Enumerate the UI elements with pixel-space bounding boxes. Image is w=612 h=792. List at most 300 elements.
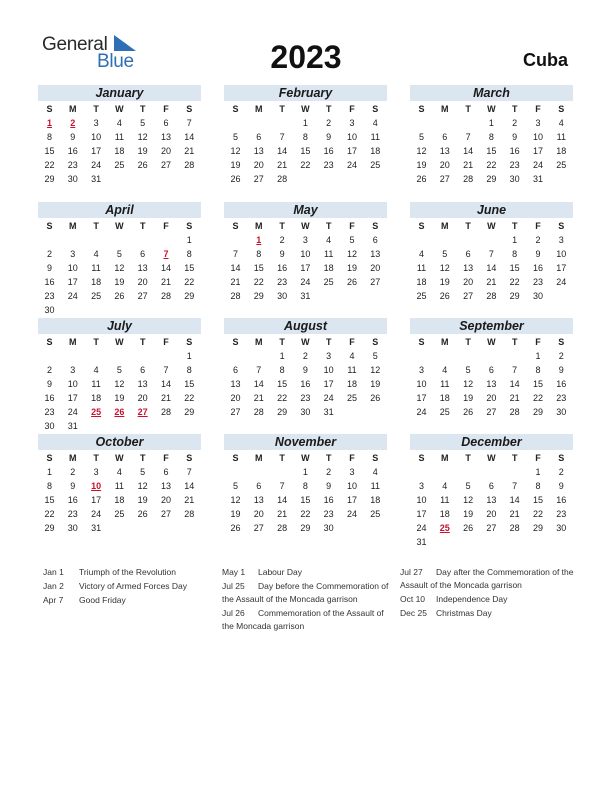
weekday-header: M bbox=[255, 453, 263, 463]
calendar-day: 8 bbox=[186, 365, 192, 375]
holiday-column bbox=[43, 566, 213, 608]
calendar-day: 11 bbox=[440, 495, 450, 505]
calendar-day: 18 bbox=[439, 509, 450, 519]
calendar-day: 15 bbox=[44, 495, 55, 505]
holiday-item bbox=[222, 566, 394, 579]
calendar-day: 17 bbox=[416, 509, 427, 519]
calendar-day: 6 bbox=[256, 132, 262, 142]
calendar-day: 1 bbox=[186, 351, 192, 361]
calendar-day: 27 bbox=[253, 174, 264, 184]
calendar-day: 29 bbox=[486, 174, 497, 184]
calendar-day: 6 bbox=[442, 132, 448, 142]
month-title: April bbox=[38, 202, 201, 218]
calendar-day: 3 bbox=[558, 235, 564, 245]
holiday-name: Labour Day bbox=[258, 567, 302, 577]
calendar-day: 11 bbox=[556, 132, 566, 142]
calendar-day: 18 bbox=[323, 263, 334, 273]
calendar-day: 5 bbox=[465, 365, 471, 375]
calendar-day: 22 bbox=[509, 277, 520, 287]
month-march bbox=[410, 85, 573, 184]
calendar-day: 21 bbox=[184, 495, 195, 505]
calendar-day: 1 bbox=[302, 467, 308, 477]
calendar-day: 8 bbox=[512, 249, 518, 259]
weekday-header: S bbox=[418, 453, 425, 463]
calendar-day: 26 bbox=[346, 277, 357, 287]
weekday-header: T bbox=[325, 453, 332, 463]
calendar-day: 27 bbox=[439, 174, 450, 184]
calendar-day: 28 bbox=[184, 160, 195, 170]
month-title: March bbox=[410, 85, 573, 101]
calendar-day: 4 bbox=[93, 365, 99, 375]
calendar-day: 18 bbox=[556, 146, 567, 156]
calendar-day: 6 bbox=[163, 118, 169, 128]
calendar-day: 8 bbox=[535, 365, 541, 375]
weekday-header: S bbox=[418, 221, 425, 231]
weekday-header: T bbox=[511, 104, 518, 114]
calendar-day: 2 bbox=[535, 235, 541, 245]
calendar-day: 11 bbox=[114, 481, 125, 491]
calendar-day: 22 bbox=[300, 160, 311, 170]
holiday-name: Victory of Armed Forces Day bbox=[79, 581, 188, 591]
weekday-header: T bbox=[93, 337, 99, 347]
calendar-day: 2 bbox=[46, 249, 52, 259]
calendar-day: 23 bbox=[532, 277, 543, 287]
calendar-day: 18 bbox=[439, 393, 450, 403]
calendar-day: 31 bbox=[300, 291, 311, 301]
calendar-day: 10 bbox=[532, 132, 543, 142]
calendar-day: 11 bbox=[440, 379, 450, 389]
month-title: May bbox=[224, 202, 387, 218]
calendar-day: 28 bbox=[509, 407, 520, 417]
weekday-header: W bbox=[301, 104, 310, 114]
calendar-day: 6 bbox=[232, 365, 238, 375]
calendar-day: 22 bbox=[277, 393, 288, 403]
weekday-header: S bbox=[418, 337, 425, 347]
calendar-day: 4 bbox=[372, 118, 378, 128]
calendar-day: 20 bbox=[137, 393, 148, 403]
calendar-day: 30 bbox=[509, 174, 520, 184]
calendar-day: 14 bbox=[463, 146, 474, 156]
calendar-day: 14 bbox=[184, 481, 195, 491]
calendar-day: 19 bbox=[114, 393, 125, 403]
calendar-day: 9 bbox=[46, 263, 52, 273]
weekday-header: S bbox=[372, 453, 379, 463]
calendar-day: 24 bbox=[416, 407, 427, 417]
weekday-header: T bbox=[279, 104, 285, 114]
calendar-day: 31 bbox=[416, 537, 427, 547]
calendar-day: 5 bbox=[465, 481, 471, 491]
calendar-day: 30 bbox=[44, 305, 55, 315]
calendar-day: 27 bbox=[137, 291, 148, 301]
calendar-day: 9 bbox=[46, 379, 52, 389]
calendar-day: 12 bbox=[416, 146, 427, 156]
calendar-day: 12 bbox=[439, 263, 450, 273]
calendar-day: 2 bbox=[326, 118, 332, 128]
calendar-day: 20 bbox=[160, 495, 171, 505]
calendar-day: 10 bbox=[346, 481, 357, 491]
calendar-day: 30 bbox=[67, 174, 78, 184]
calendar-day: 21 bbox=[509, 509, 520, 519]
calendar-day: 23 bbox=[67, 160, 78, 170]
weekday-header: M bbox=[69, 337, 77, 347]
calendar-day: 4 bbox=[349, 351, 355, 361]
calendar-day: 2 bbox=[558, 467, 564, 477]
calendar-day: 18 bbox=[91, 277, 102, 287]
calendar-day: 29 bbox=[532, 407, 543, 417]
weekday-header: T bbox=[139, 104, 146, 114]
calendar-day: 25 bbox=[416, 291, 427, 301]
holiday-day: 7 bbox=[163, 249, 169, 259]
month-title: November bbox=[224, 434, 387, 450]
holiday-day: 25 bbox=[439, 523, 450, 533]
calendar-day: 24 bbox=[532, 160, 543, 170]
calendar-day: 8 bbox=[46, 132, 52, 142]
holiday-name: Commemoration of the Assault of the Moncada garrison bbox=[222, 608, 384, 631]
calendar-day: 29 bbox=[253, 291, 264, 301]
calendar-day: 30 bbox=[556, 407, 567, 417]
calendar-day: 14 bbox=[277, 495, 288, 505]
calendar-day: 13 bbox=[370, 249, 381, 259]
weekday-header: S bbox=[46, 453, 53, 463]
calendar-day: 26 bbox=[230, 523, 241, 533]
calendar-day: 22 bbox=[486, 160, 497, 170]
calendar-day: 29 bbox=[509, 291, 520, 301]
weekday-header: F bbox=[163, 337, 169, 347]
calendar-day: 16 bbox=[67, 495, 78, 505]
calendar-day: 13 bbox=[137, 263, 148, 273]
calendar-day: 4 bbox=[372, 467, 378, 477]
calendar-day: 8 bbox=[279, 365, 285, 375]
weekday-header: T bbox=[279, 337, 285, 347]
calendar-day: 10 bbox=[91, 132, 102, 142]
calendar-day: 8 bbox=[302, 132, 308, 142]
weekday-header: T bbox=[325, 221, 332, 231]
calendar-day: 2 bbox=[46, 365, 52, 375]
weekday-header: W bbox=[301, 337, 310, 347]
calendar-day: 23 bbox=[556, 509, 567, 519]
weekday-header: W bbox=[487, 453, 496, 463]
calendar-day: 25 bbox=[91, 291, 102, 301]
calendar-day: 22 bbox=[253, 277, 264, 287]
weekday-header: T bbox=[93, 453, 99, 463]
calendar-day: 26 bbox=[463, 407, 474, 417]
calendar-day: 31 bbox=[532, 174, 543, 184]
calendar-day: 13 bbox=[439, 146, 450, 156]
calendar-day: 20 bbox=[486, 509, 497, 519]
holiday-column bbox=[400, 566, 575, 621]
calendar-day: 28 bbox=[277, 174, 288, 184]
weekday-header: F bbox=[535, 221, 541, 231]
calendar-day: 7 bbox=[163, 365, 169, 375]
month-january bbox=[38, 85, 201, 184]
calendar-day: 4 bbox=[442, 481, 448, 491]
calendar-day: 13 bbox=[230, 379, 241, 389]
calendar-day: 7 bbox=[465, 132, 471, 142]
calendar-day: 26 bbox=[439, 291, 450, 301]
calendar-day: 26 bbox=[230, 174, 241, 184]
calendar-day: 5 bbox=[372, 351, 378, 361]
weekday-header: F bbox=[163, 104, 169, 114]
calendar-day: 18 bbox=[346, 379, 357, 389]
calendar-day: 21 bbox=[509, 393, 520, 403]
weekday-header: F bbox=[535, 453, 541, 463]
weekday-header: T bbox=[511, 337, 518, 347]
calendar-day: 19 bbox=[230, 509, 241, 519]
calendar-day: 10 bbox=[416, 495, 427, 505]
calendar-day: 3 bbox=[93, 467, 99, 477]
calendar-day: 19 bbox=[439, 277, 450, 287]
calendar-day: 28 bbox=[486, 291, 497, 301]
weekday-header: S bbox=[558, 453, 565, 463]
calendar-day: 25 bbox=[114, 509, 125, 519]
weekday-header: S bbox=[232, 221, 239, 231]
calendar-day: 25 bbox=[114, 160, 125, 170]
calendar-day: 8 bbox=[46, 481, 52, 491]
calendar-day: 10 bbox=[300, 249, 311, 259]
weekday-header: T bbox=[511, 221, 518, 231]
weekday-header: M bbox=[441, 221, 449, 231]
weekday-header: T bbox=[139, 337, 146, 347]
calendar-day: 12 bbox=[137, 481, 148, 491]
calendar-day: 7 bbox=[186, 467, 192, 477]
calendar-day: 16 bbox=[277, 263, 288, 273]
calendar-day: 9 bbox=[279, 249, 285, 259]
calendar-day: 24 bbox=[346, 160, 357, 170]
holiday-column bbox=[222, 566, 394, 634]
calendar-day: 16 bbox=[323, 146, 334, 156]
weekday-header: M bbox=[69, 104, 77, 114]
weekday-header: T bbox=[465, 221, 471, 231]
calendar-day: 1 bbox=[302, 118, 308, 128]
calendar-day: 25 bbox=[370, 160, 381, 170]
weekday-header: T bbox=[93, 221, 99, 231]
calendar-day: 6 bbox=[140, 365, 146, 375]
calendar-day: 12 bbox=[370, 365, 381, 375]
calendar-day: 10 bbox=[67, 263, 78, 273]
calendar-day: 5 bbox=[140, 118, 146, 128]
calendar-day: 24 bbox=[67, 291, 78, 301]
calendar-day: 21 bbox=[160, 393, 171, 403]
calendar-day: 11 bbox=[324, 249, 334, 259]
calendar-day: 21 bbox=[160, 277, 171, 287]
calendar-day: 7 bbox=[256, 365, 262, 375]
weekday-header: F bbox=[349, 221, 355, 231]
holiday-date: May 1 bbox=[222, 567, 246, 577]
holiday-day: 1 bbox=[256, 235, 262, 245]
calendar-day: 1 bbox=[535, 351, 541, 361]
calendar-day: 2 bbox=[70, 467, 76, 477]
calendar-day: 19 bbox=[416, 160, 427, 170]
calendar-day: 25 bbox=[556, 160, 567, 170]
holiday-date: Oct 10 bbox=[400, 594, 426, 604]
calendar-day: 11 bbox=[91, 263, 101, 273]
weekday-header: W bbox=[301, 453, 310, 463]
calendar-day: 15 bbox=[486, 146, 497, 156]
holiday-date: Jan 2 bbox=[43, 581, 64, 591]
calendar-day: 17 bbox=[91, 146, 102, 156]
weekday-header: F bbox=[349, 104, 355, 114]
weekday-header: S bbox=[186, 104, 193, 114]
calendar-day: 20 bbox=[137, 277, 148, 287]
calendar-day: 12 bbox=[463, 379, 474, 389]
month-title: September bbox=[410, 318, 573, 334]
calendar-day: 3 bbox=[418, 365, 424, 375]
weekday-header: F bbox=[163, 221, 169, 231]
calendar-day: 9 bbox=[326, 132, 332, 142]
calendar-day: 21 bbox=[277, 509, 288, 519]
weekday-header: S bbox=[558, 104, 565, 114]
holiday-item bbox=[400, 593, 575, 606]
holiday-day: 1 bbox=[46, 118, 52, 128]
calendar-day: 9 bbox=[326, 481, 332, 491]
calendar-day: 4 bbox=[93, 249, 99, 259]
weekday-header: T bbox=[325, 337, 332, 347]
calendar-day: 26 bbox=[114, 291, 125, 301]
calendar-day: 20 bbox=[439, 160, 450, 170]
calendar-day: 4 bbox=[326, 235, 332, 245]
calendar-day: 8 bbox=[256, 249, 262, 259]
calendar-day: 29 bbox=[184, 407, 195, 417]
calendar-day: 7 bbox=[232, 249, 238, 259]
calendar-day: 27 bbox=[160, 509, 171, 519]
calendar-day: 23 bbox=[323, 509, 334, 519]
calendar-day: 24 bbox=[300, 277, 311, 287]
calendar-day: 23 bbox=[44, 291, 55, 301]
calendar-day: 4 bbox=[116, 118, 122, 128]
calendar-day: 6 bbox=[256, 481, 262, 491]
weekday-header: M bbox=[441, 104, 449, 114]
calendar-day: 25 bbox=[439, 407, 450, 417]
calendar-day: 9 bbox=[535, 249, 541, 259]
calendar-day: 7 bbox=[512, 365, 518, 375]
weekday-header: S bbox=[558, 221, 565, 231]
calendar-day: 5 bbox=[116, 365, 122, 375]
calendar-day: 26 bbox=[463, 523, 474, 533]
calendar-day: 20 bbox=[160, 146, 171, 156]
calendar-day: 21 bbox=[184, 146, 195, 156]
calendar-day: 19 bbox=[463, 509, 474, 519]
calendar-day: 20 bbox=[253, 509, 264, 519]
weekday-header: S bbox=[372, 337, 379, 347]
calendar-day: 31 bbox=[323, 407, 334, 417]
weekday-header: M bbox=[255, 221, 263, 231]
calendar-day: 28 bbox=[230, 291, 241, 301]
calendar-year: 2023 bbox=[270, 39, 342, 75]
calendar-day: 13 bbox=[160, 132, 171, 142]
calendar-day: 21 bbox=[277, 160, 288, 170]
month-october bbox=[38, 434, 201, 533]
calendar-day: 28 bbox=[253, 407, 264, 417]
weekday-header: F bbox=[349, 453, 355, 463]
calendar-day: 17 bbox=[346, 146, 357, 156]
calendar-day: 1 bbox=[46, 467, 52, 477]
weekday-header: M bbox=[255, 337, 263, 347]
calendar-day: 1 bbox=[186, 235, 192, 245]
weekday-header: S bbox=[186, 337, 193, 347]
month-may bbox=[224, 202, 387, 301]
calendar-day: 8 bbox=[488, 132, 494, 142]
calendar-day: 28 bbox=[277, 523, 288, 533]
weekday-header: T bbox=[279, 453, 285, 463]
calendar-day: 12 bbox=[137, 132, 148, 142]
calendar-day: 15 bbox=[300, 146, 311, 156]
calendar-day: 16 bbox=[300, 379, 311, 389]
holiday-name: Good Friday bbox=[79, 595, 126, 605]
calendar-day: 21 bbox=[486, 277, 497, 287]
calendar-day: 29 bbox=[532, 523, 543, 533]
calendar-day: 14 bbox=[230, 263, 241, 273]
calendar-day: 23 bbox=[44, 407, 55, 417]
calendar-day: 17 bbox=[346, 495, 357, 505]
calendar-day: 5 bbox=[140, 467, 146, 477]
weekday-header: M bbox=[69, 453, 77, 463]
calendar-day: 20 bbox=[463, 277, 474, 287]
calendar-day: 15 bbox=[532, 495, 543, 505]
calendar-day: 20 bbox=[486, 393, 497, 403]
calendar-day: 22 bbox=[532, 509, 543, 519]
calendar-day: 5 bbox=[116, 249, 122, 259]
holiday-name: Day before the Commemoration of the Assault of the Moncada garrison bbox=[222, 581, 389, 604]
calendar-day: 31 bbox=[67, 421, 78, 431]
weekday-header: S bbox=[186, 221, 193, 231]
weekday-header: S bbox=[558, 337, 565, 347]
calendar-day: 23 bbox=[556, 393, 567, 403]
weekday-header: W bbox=[115, 221, 124, 231]
calendar-day: 4 bbox=[418, 249, 424, 259]
month-title: August bbox=[224, 318, 387, 334]
calendar-day: 26 bbox=[137, 509, 148, 519]
calendar-day: 17 bbox=[556, 263, 567, 273]
calendar-day: 24 bbox=[556, 277, 567, 287]
holiday-item bbox=[43, 580, 213, 593]
weekday-header: W bbox=[487, 337, 496, 347]
holiday-day: 2 bbox=[70, 118, 76, 128]
calendar-day: 28 bbox=[463, 174, 474, 184]
calendar-day: 20 bbox=[253, 160, 264, 170]
calendar-day: 30 bbox=[67, 523, 78, 533]
calendar-day: 12 bbox=[114, 379, 125, 389]
holiday-day: 27 bbox=[137, 407, 148, 417]
calendar-day: 10 bbox=[346, 132, 357, 142]
weekday-header: S bbox=[372, 221, 379, 231]
calendar-day: 14 bbox=[184, 132, 195, 142]
calendar-day: 14 bbox=[509, 379, 520, 389]
calendar-day: 24 bbox=[67, 407, 78, 417]
calendar-day: 30 bbox=[532, 291, 543, 301]
weekday-header: T bbox=[139, 221, 146, 231]
calendar-day: 28 bbox=[160, 291, 171, 301]
weekday-header: F bbox=[163, 453, 169, 463]
calendar-day: 8 bbox=[302, 481, 308, 491]
calendar-day: 15 bbox=[532, 379, 543, 389]
calendar-day: 10 bbox=[556, 249, 567, 259]
holiday-item bbox=[400, 607, 575, 620]
calendar-day: 8 bbox=[535, 481, 541, 491]
holiday-day: 10 bbox=[91, 481, 102, 491]
calendar-day: 16 bbox=[44, 277, 55, 287]
calendar-day: 27 bbox=[486, 407, 497, 417]
calendar-day: 17 bbox=[67, 277, 78, 287]
calendar-day: 6 bbox=[163, 467, 169, 477]
calendar-day: 24 bbox=[91, 509, 102, 519]
calendar-day: 14 bbox=[160, 379, 171, 389]
weekday-header: F bbox=[349, 337, 355, 347]
calendar-day: 3 bbox=[93, 118, 99, 128]
month-august bbox=[224, 318, 387, 417]
weekday-header: T bbox=[279, 221, 285, 231]
calendar-day: 1 bbox=[535, 467, 541, 477]
calendar-day: 28 bbox=[184, 509, 195, 519]
